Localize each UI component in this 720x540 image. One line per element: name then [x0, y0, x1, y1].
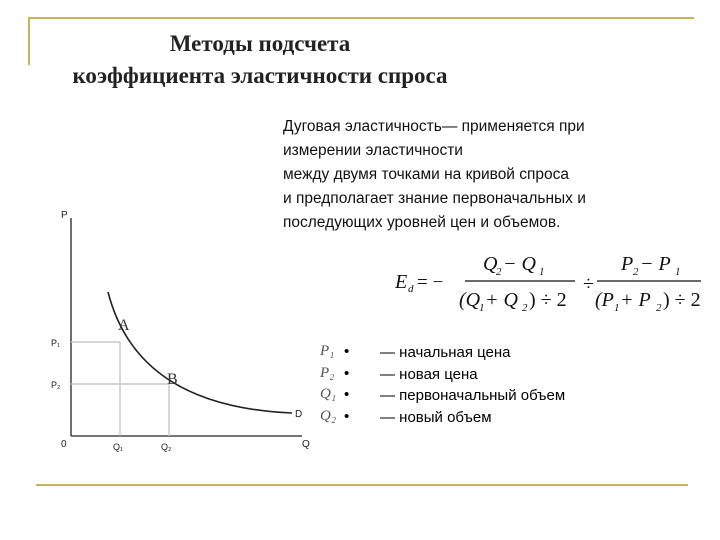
legend-symbol: P₂: [320, 364, 335, 381]
slide-frame-top: [28, 17, 694, 19]
formula-den1-open: (Q: [459, 289, 481, 311]
formula-num1-sub2: 1: [539, 266, 545, 278]
legend-symbol: P₁: [320, 343, 335, 359]
bullet-icon: •: [344, 386, 350, 403]
formula-den2-close: ) ÷ 2: [663, 289, 701, 311]
description-line: последующих уровней цен и объемов.: [283, 214, 561, 231]
legend-text: — новая цена: [380, 365, 478, 383]
formula-num1-rest: − Q: [503, 253, 536, 275]
formula-lhs-sub: d: [408, 283, 414, 295]
formula-den2-open: (P: [595, 289, 614, 311]
description-line: между двумя точками на кривой спроса: [283, 166, 570, 183]
legend-symbol: Q₂: [320, 407, 337, 424]
formula-lhs: E: [395, 271, 408, 293]
description-text: [283, 115, 663, 235]
x-axis-label: Q: [302, 439, 310, 450]
legend-item: [318, 365, 658, 387]
demand-curve-graph: [40, 200, 315, 455]
point-b-label: B: [167, 371, 178, 388]
title-line-1: Методы подсчета: [169, 31, 351, 56]
bullet-icon: •: [344, 364, 350, 382]
legend-item: [318, 386, 658, 408]
formula-num1-sub: 2: [496, 266, 502, 278]
description-line: Дуговая эластичность— применяется при: [283, 118, 585, 135]
p1-label: P₁: [51, 338, 61, 348]
slide-frame-bottom: [36, 484, 688, 486]
legend-symbol: Q₁: [320, 386, 337, 402]
demand-curve: [108, 292, 292, 413]
demand-curve-label: D: [295, 409, 303, 420]
arc-elasticity-formula: [395, 248, 705, 318]
legend-text: — первоначальный объем: [380, 387, 566, 404]
legend-text: — начальная цена: [380, 344, 511, 361]
slide-title: [30, 28, 490, 92]
formula-den1-close: ) ÷ 2: [529, 289, 567, 311]
description-line: измерении эластичности: [283, 142, 463, 159]
formula-den1-plus: + Q: [485, 289, 518, 311]
formula-divide: ÷: [583, 273, 594, 295]
y-axis-label: P: [61, 210, 68, 221]
formula-num1-q: Q: [483, 253, 498, 275]
q1-label: Q₁: [113, 442, 124, 452]
legend-item: [318, 408, 658, 430]
p2-label: P₂: [51, 380, 61, 390]
formula-num2-rest: − P: [640, 253, 671, 275]
formula-den1-sub: 1: [479, 302, 485, 314]
symbol-legend: [318, 343, 658, 429]
description-line: и предполагает знание первоначальных и: [283, 190, 586, 207]
q2-label: Q₂: [161, 442, 172, 452]
formula-den2-sub: 1: [614, 302, 620, 314]
title-line-2: коэффициента эластичности спроса: [72, 63, 448, 88]
formula-num2-sub2: 1: [675, 266, 681, 278]
bullet-icon: •: [344, 407, 350, 425]
formula-num2-p: P: [621, 253, 634, 275]
bullet-icon: •: [344, 343, 350, 360]
formula-den2-plus: + P: [620, 289, 651, 311]
formula-den2-sub2: 2: [656, 302, 662, 314]
legend-item: [318, 343, 658, 365]
legend-text: — новый объем: [380, 408, 492, 426]
formula-num2-sub: 2: [633, 266, 639, 278]
formula-den1-sub2: 2: [522, 302, 528, 314]
point-a-label: A: [118, 317, 130, 334]
formula-equals-minus: = −: [417, 272, 444, 293]
origin-label: 0: [61, 439, 67, 450]
